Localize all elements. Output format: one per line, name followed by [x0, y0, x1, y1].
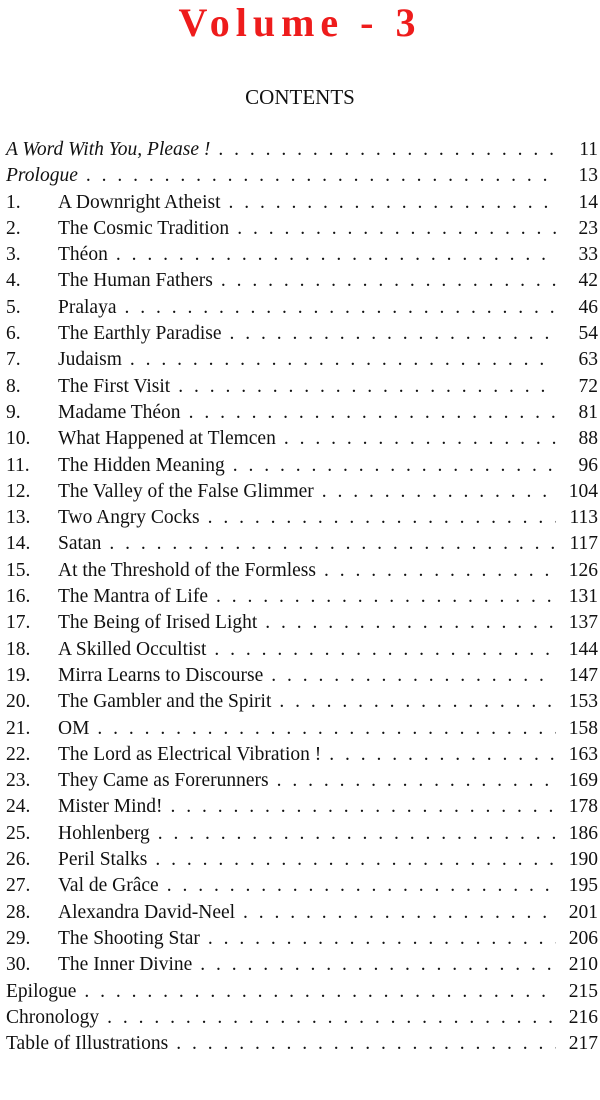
toc-entry — [6, 453, 598, 479]
toc-entry-number: 30. — [6, 954, 31, 976]
toc-dot-leader — [284, 426, 556, 452]
toc-entry-number: 17. — [6, 612, 31, 634]
toc-dot-leader — [200, 952, 556, 978]
contents-heading: CONTENTS — [245, 85, 355, 109]
toc-entry — [6, 479, 598, 505]
toc-entry-page: 88 — [578, 428, 598, 450]
toc-entry-page: 147 — [568, 664, 598, 686]
toc-dot-leader — [116, 242, 556, 268]
toc-dot-leader — [265, 610, 556, 636]
toc-entry-title: Judaism — [58, 347, 130, 373]
toc-entry-page: 216 — [568, 1006, 598, 1028]
toc-entry-number: 23. — [6, 770, 31, 792]
toc-entry-number: 16. — [6, 586, 31, 608]
toc-dot-leader — [167, 873, 556, 899]
toc-dot-leader — [178, 374, 556, 400]
toc-entry-title: The Hidden Meaning — [58, 453, 233, 479]
toc-dot-leader — [171, 794, 556, 820]
toc-entry-number: 14. — [6, 533, 31, 555]
toc-entry-page: 42 — [578, 270, 598, 292]
toc-entry-number: 25. — [6, 822, 31, 844]
toc-entry-page: 14 — [578, 191, 598, 213]
toc-entry-title: The Mantra of Life — [58, 584, 216, 610]
toc-entry — [6, 979, 598, 1005]
toc-dot-leader — [237, 216, 556, 242]
toc-entry-page: 178 — [568, 796, 598, 818]
toc-entry — [6, 163, 598, 189]
toc-dot-leader — [329, 742, 556, 768]
toc-dot-leader — [124, 295, 556, 321]
toc-entry-title: The Shooting Star — [58, 926, 208, 952]
toc-entry — [6, 689, 598, 715]
toc-entry-title: Peril Stalks — [58, 847, 155, 873]
toc-entry-number: 22. — [6, 743, 31, 765]
toc-entry — [6, 400, 598, 426]
toc-entry-number: 2. — [6, 217, 21, 239]
toc-dot-leader — [107, 1005, 556, 1031]
toc-entry-title: Madame Théon — [58, 400, 189, 426]
toc-entry — [6, 900, 598, 926]
toc-entry-title: The Human Fathers — [58, 268, 221, 294]
toc-entry-page: 46 — [578, 296, 598, 318]
toc-entry — [6, 242, 598, 268]
toc-entry-number: 15. — [6, 559, 31, 581]
toc-dot-leader — [155, 847, 556, 873]
toc-entry — [6, 505, 598, 531]
toc-entry-title: Chronology — [6, 1005, 107, 1031]
toc-entry-title: The Lord as Electrical Vibration ! — [58, 742, 329, 768]
toc-entry-page: 201 — [568, 901, 598, 923]
toc-entry-title: The First Visit — [58, 374, 178, 400]
toc-entry-title: At the Threshold of the Formless — [58, 558, 324, 584]
toc-dot-leader — [322, 479, 556, 505]
toc-entry-title: Epilogue — [6, 979, 84, 1005]
toc-entry — [6, 1031, 598, 1057]
toc-entry — [6, 610, 598, 636]
toc-entry-page: 158 — [568, 717, 598, 739]
toc-entry — [6, 216, 598, 242]
toc-dot-leader — [218, 137, 556, 163]
toc-entry — [6, 190, 598, 216]
toc-entry-title: The Inner Divine — [58, 952, 200, 978]
toc-entry — [6, 926, 598, 952]
toc-entry — [6, 768, 598, 794]
toc-entry-number: 18. — [6, 638, 31, 660]
volume-title: Volume - 3 — [178, 0, 422, 45]
toc-entry-page: 13 — [578, 165, 598, 187]
toc-entry-number: 19. — [6, 664, 31, 686]
toc-entry-page: 215 — [568, 980, 598, 1002]
toc-entry-title: Hohlenberg — [58, 821, 158, 847]
toc-entry — [6, 531, 598, 557]
toc-entry — [6, 558, 598, 584]
toc-entry — [6, 716, 598, 742]
toc-entry-title: Mirra Learns to Discourse — [58, 663, 271, 689]
toc-entry — [6, 952, 598, 978]
toc-entry — [6, 295, 598, 321]
toc-entry — [6, 347, 598, 373]
toc-dot-leader — [214, 637, 556, 663]
toc-entry-page: 72 — [578, 375, 598, 397]
toc-entry-number: 24. — [6, 796, 31, 818]
toc-entry-number: 29. — [6, 927, 31, 949]
toc-entry-title: Table of Illustrations — [6, 1031, 176, 1057]
toc-entry-page: 113 — [569, 507, 598, 529]
toc-entry-number: 4. — [6, 270, 21, 292]
toc-entry-number: 12. — [6, 480, 31, 502]
toc-dot-leader — [189, 400, 556, 426]
toc-entry-title: The Being of Irised Light — [58, 610, 265, 636]
toc-entry-page: 144 — [568, 638, 598, 660]
toc-dot-leader — [208, 505, 556, 531]
toc-entry — [6, 374, 598, 400]
toc-entry-title: What Happened at Tlemcen — [58, 426, 284, 452]
toc-dot-leader — [221, 268, 556, 294]
toc-entry-title: The Gambler and the Spirit — [58, 689, 279, 715]
toc-entry-page: 117 — [569, 533, 598, 555]
toc-entry-page: 186 — [568, 822, 598, 844]
toc-entry — [6, 637, 598, 663]
toc-entry-number: 6. — [6, 323, 21, 345]
toc-entry-page: 195 — [568, 875, 598, 897]
toc-entry-title: The Cosmic Tradition — [58, 216, 237, 242]
toc-dot-leader — [277, 768, 556, 794]
toc-dot-leader — [176, 1031, 556, 1057]
toc-entry-title: A Skilled Occultist — [58, 637, 214, 663]
toc-entry-number: 28. — [6, 901, 31, 923]
toc-dot-leader — [243, 900, 556, 926]
toc-entry-page: 153 — [568, 691, 598, 713]
toc-entry-number: 26. — [6, 849, 31, 871]
toc-entry-title: OM — [58, 716, 97, 742]
toc-entry-title: A Downright Atheist — [58, 190, 229, 216]
toc-dot-leader — [271, 663, 556, 689]
toc-entry-page: 54 — [578, 323, 598, 345]
toc-entry-title: Mister Mind! — [58, 794, 171, 820]
toc-entry — [6, 1005, 598, 1031]
toc-entry-number: 8. — [6, 375, 21, 397]
toc-entry-page: 63 — [578, 349, 598, 371]
toc-entry-page: 217 — [568, 1033, 598, 1055]
toc-entry-number: 1. — [6, 191, 21, 213]
toc-entry-page: 210 — [568, 954, 598, 976]
toc-entry-page: 104 — [568, 480, 598, 502]
toc-entry-title: Satan — [58, 531, 109, 557]
toc-entry — [6, 268, 598, 294]
toc-dot-leader — [208, 926, 556, 952]
toc-dot-leader — [86, 163, 556, 189]
toc-entry-title: They Came as Forerunners — [58, 768, 277, 794]
toc-entry-title: Two Angry Cocks — [58, 505, 208, 531]
toc-entry — [6, 137, 598, 163]
toc-dot-leader — [230, 321, 556, 347]
toc-entry-number: 5. — [6, 296, 21, 318]
toc-entry-number: 10. — [6, 428, 31, 450]
toc-entry-number: 11. — [6, 454, 30, 476]
toc-entry-page: 163 — [568, 743, 598, 765]
toc-entry-page: 169 — [568, 770, 598, 792]
toc-dot-leader — [279, 689, 556, 715]
toc-entry-title: The Earthly Paradise — [58, 321, 230, 347]
toc-entry-title: A Word With You, Please ! — [6, 137, 218, 163]
toc-entry — [6, 742, 598, 768]
toc-entry-title: Pralaya — [58, 295, 124, 321]
toc-entry — [6, 847, 598, 873]
toc-entry-page: 96 — [578, 454, 598, 476]
toc-entry-title: Théon — [58, 242, 116, 268]
toc-entry-title: Val de Grâce — [58, 873, 167, 899]
toc-entry — [6, 321, 598, 347]
toc-dot-leader — [97, 716, 556, 742]
toc-entry-number: 3. — [6, 244, 21, 266]
toc-entry — [6, 584, 598, 610]
toc-entry-page: 190 — [568, 849, 598, 871]
toc-entry-page: 11 — [579, 139, 598, 160]
toc-entry — [6, 794, 598, 820]
toc-entry-page: 23 — [578, 217, 598, 239]
toc-dot-leader — [233, 453, 556, 479]
toc-dot-leader — [324, 558, 556, 584]
toc-dot-leader — [158, 821, 556, 847]
toc-dot-leader — [229, 190, 556, 216]
toc-entry — [6, 426, 598, 452]
toc-entry-page: 206 — [568, 927, 598, 949]
toc-entry-number: 21. — [6, 717, 31, 739]
toc-dot-leader — [109, 531, 556, 557]
toc-entry-title: Prologue — [6, 163, 86, 189]
toc-entry-number: 9. — [6, 401, 21, 423]
toc-entry — [6, 873, 598, 899]
toc-entry-number: 20. — [6, 691, 31, 713]
toc-entry-page: 126 — [568, 559, 598, 581]
toc-entry-title: The Valley of the False Glimmer — [58, 479, 322, 505]
toc-dot-leader — [216, 584, 556, 610]
table-of-contents — [6, 137, 598, 1057]
toc-entry-page: 137 — [568, 612, 598, 634]
toc-entry — [6, 821, 598, 847]
toc-dot-leader — [130, 347, 556, 373]
toc-entry — [6, 663, 598, 689]
toc-entry-number: 13. — [6, 507, 31, 529]
toc-entry-title: Alexandra David-Neel — [58, 900, 243, 926]
toc-entry-page: 131 — [568, 586, 598, 608]
toc-entry-page: 81 — [578, 401, 598, 423]
toc-entry-number: 27. — [6, 875, 31, 897]
toc-entry-number: 7. — [6, 349, 21, 371]
toc-dot-leader — [84, 979, 556, 1005]
toc-entry-page: 33 — [578, 244, 598, 266]
